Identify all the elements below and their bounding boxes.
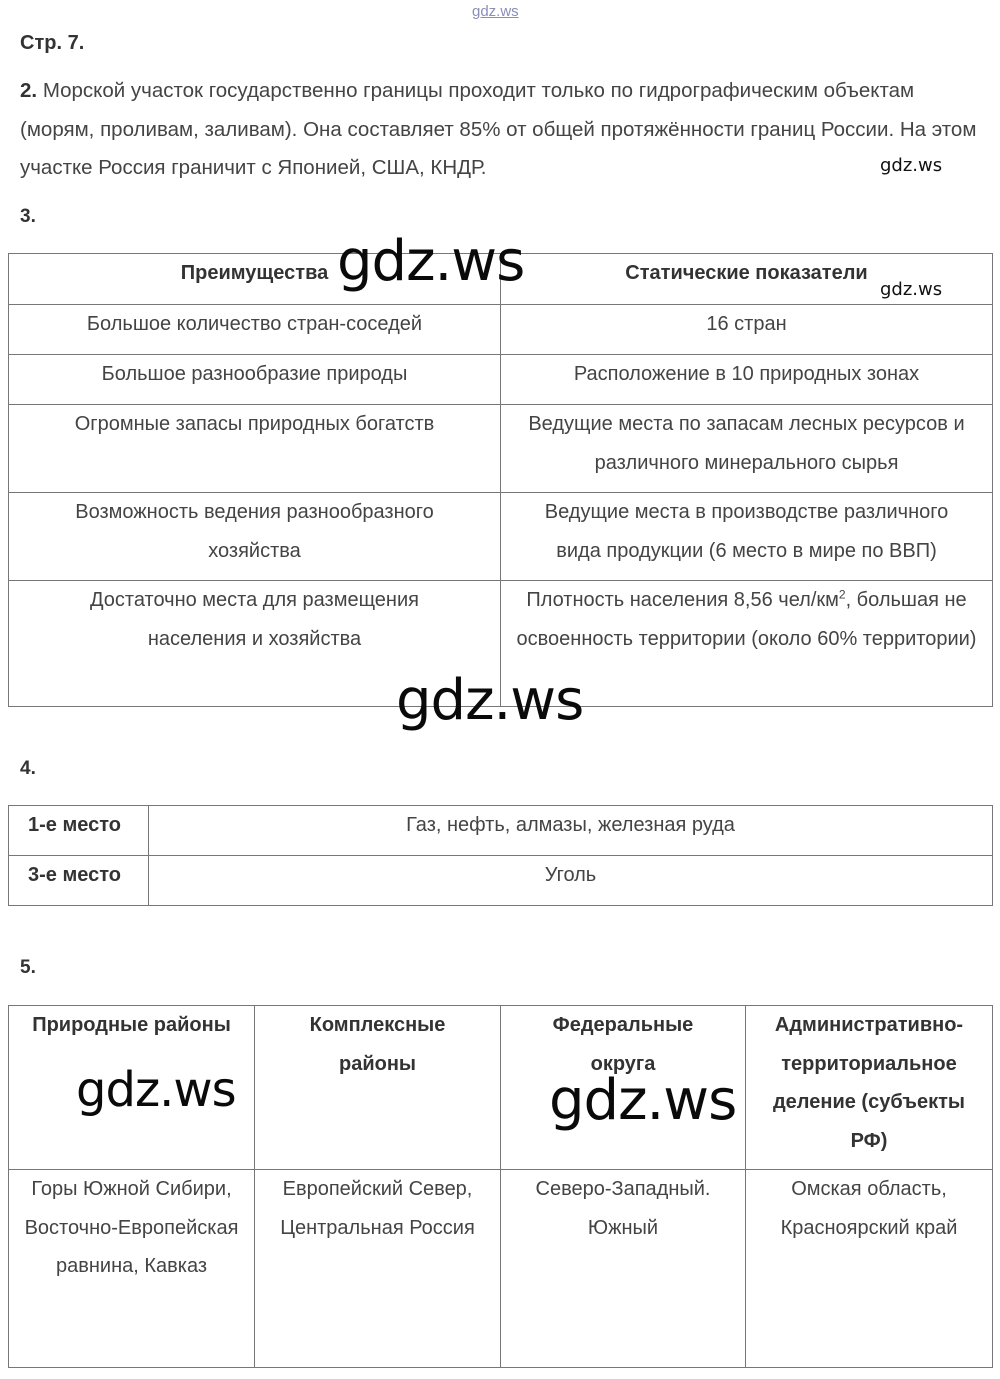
task4-number: 4. xyxy=(20,758,36,779)
watermark-small-2: gdz.ws xyxy=(880,279,943,300)
table-row xyxy=(9,493,993,581)
resources-cell: Уголь xyxy=(149,856,993,906)
density-rest: , большая не освоенность территории (около 60% территории) xyxy=(516,589,977,650)
task3-table xyxy=(8,253,993,707)
table-cell: Большое количество стран-соседей xyxy=(9,305,501,355)
header-federal-districts: Федеральные округа xyxy=(501,1006,746,1170)
table-cell: Достаточно места для размещения населения и хозяйства xyxy=(9,581,501,707)
table-row xyxy=(9,355,993,405)
header-natural-regions: Природные районы xyxy=(9,1006,255,1170)
table-cell: Ведущие места в производстве различного вида продукции (6 место в мире по ВВП) xyxy=(501,493,993,581)
watermark-small-1: gdz.ws xyxy=(880,155,943,176)
table-cell: Возможность ведения разнообразного хозяйства xyxy=(9,493,501,581)
watermark-big-3: gdz.ws xyxy=(76,1062,236,1118)
header-administrative-division: Административно-территориальное деление (субъекты РФ) xyxy=(746,1006,993,1170)
table-row xyxy=(9,856,993,906)
table-row xyxy=(9,806,993,856)
table-cell: 16 стран xyxy=(501,305,993,355)
table-row xyxy=(9,1170,993,1368)
table-cell: Расположение в 10 природных зонах xyxy=(501,355,993,405)
task4-table xyxy=(8,805,993,906)
header-complex-regions: Комплексные районы xyxy=(255,1006,501,1170)
watermark-big-2: gdz.ws xyxy=(396,668,584,733)
task2-text: Морской участок государственно границы проходит только по гидрографическим объектам (морям, проливам, заливам). Она составляет 85% от общей протяжённости границ России. На этом участке Россия граничит с Японией, США, КНДР. xyxy=(20,79,977,179)
table-cell: Омская область, Красноярский край xyxy=(746,1170,993,1368)
watermark-top: gdz.ws xyxy=(472,3,519,20)
table-cell: Северо-Западный. Южный xyxy=(501,1170,746,1368)
watermark-big-1: gdz.ws xyxy=(337,229,525,294)
table-cell: Горы Южной Сибири, Восточно-Европейская равнина, Кавказ xyxy=(9,1170,255,1368)
density-superscript: 2 xyxy=(838,587,846,602)
table-cell: Европейский Север, Центральная Россия xyxy=(255,1170,501,1368)
place-label: 3-е место xyxy=(9,856,149,906)
task5-number: 5. xyxy=(20,957,36,978)
density-text: Плотность населения 8,56 чел/км xyxy=(526,589,839,611)
task5-table xyxy=(8,1005,993,1368)
table-cell: Большое разнообразие природы xyxy=(9,355,501,405)
task2-paragraph xyxy=(20,72,980,188)
task2-number: 2. xyxy=(20,79,38,102)
resources-cell: Газ, нефть, алмазы, железная руда xyxy=(149,806,993,856)
table-row xyxy=(9,305,993,355)
place-label: 1-е место xyxy=(9,806,149,856)
task3-number: 3. xyxy=(20,206,36,227)
watermark-big-4: gdz.ws xyxy=(549,1068,737,1133)
page-label: Стр. 7. xyxy=(20,32,85,54)
table-row xyxy=(9,405,993,493)
table-cell: Ведущие места по запасам лесных ресурсов и различного минерального сырья xyxy=(501,405,993,493)
table-cell: Огромные запасы природных богатств xyxy=(9,405,501,493)
header-indicators: Статические показатели xyxy=(501,254,993,305)
header-advantages: Преимущества xyxy=(9,254,501,305)
